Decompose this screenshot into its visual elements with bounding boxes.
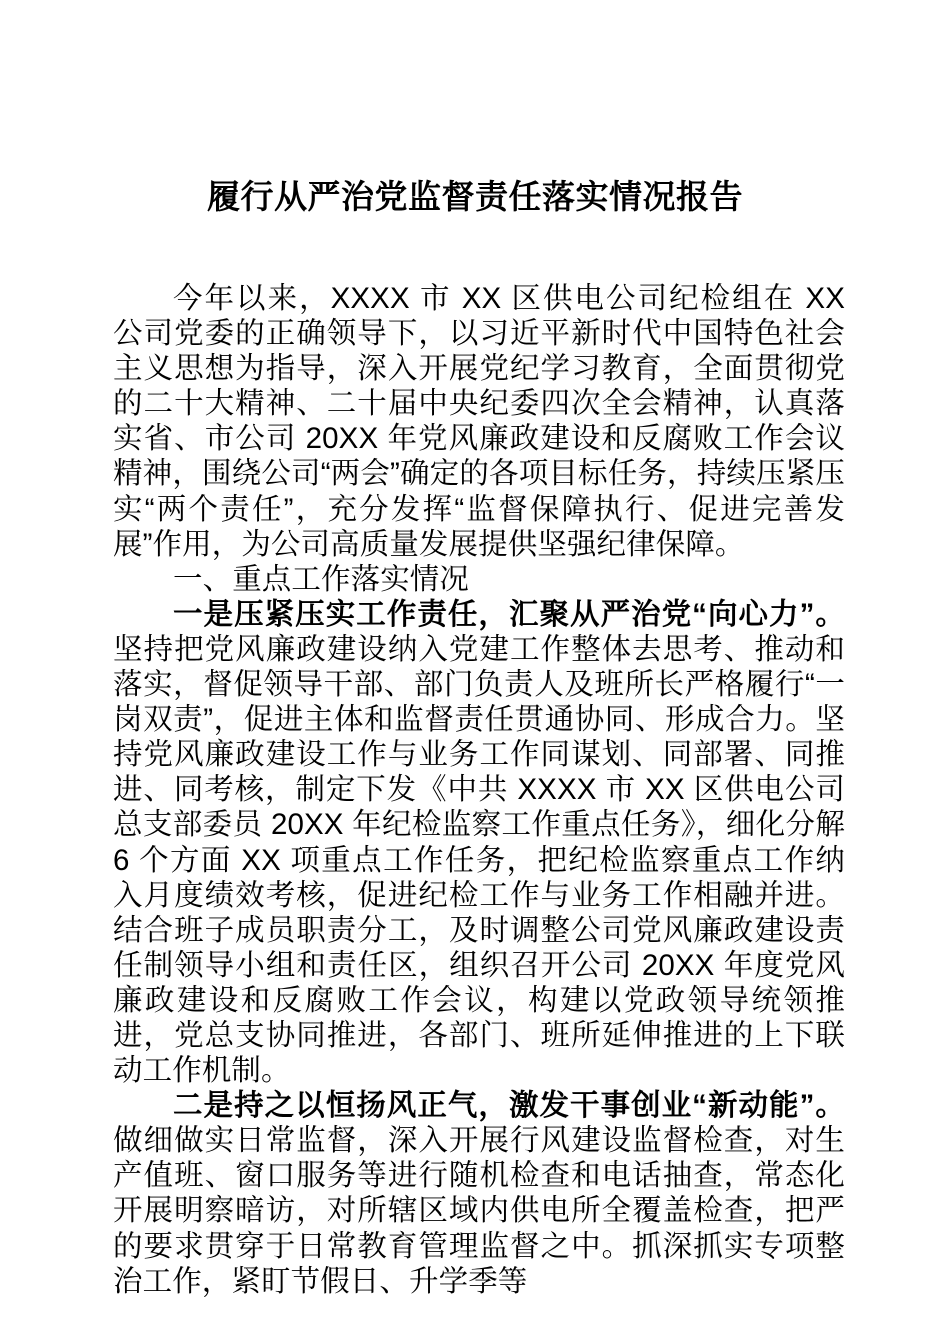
document-body bbox=[113, 281, 845, 1299]
sub-item-2-lead: 二是持之以恒扬风正气，激发干事创业“新动能”。 bbox=[173, 1089, 845, 1123]
paragraph-sub-item-1 bbox=[113, 597, 845, 1088]
sub-item-1-body: 坚持把党风廉政建设纳入党建工作整体去思考、推动和落实，督促领导干部、部门负责人及班所长严格履行“一岗双责”，促进主体和监督责任贯通协同、形成合力。坚持党风廉政建设工作与业务工作同谋划、同部署、同推进、同考核，制定下发《中共 XXXX 市 XX 区供电公司总支部委员 20XX 年纪检监察工作重点任务》，细化分解 6 个方面 XX 项重点工作任务，把纪检监察重点工作纳入月度绩效考核，促进纪检工作与业务工作相融并进。结合班子成员职责分工，及时调整公司党风廉政建设责任制领导小组和责任区，组织召开公司 20XX 年度党风廉政建设和反腐败工作会议，构建以党政领导统领推进，党总支协同推进，各部门、班所延伸推进的上下联动工作机制。 bbox=[113, 632, 845, 1088]
paragraph-intro: 今年以来，XXXX 市 XX 区供电公司纪检组在 XX 公司党委的正确领导下，以习近平新时代中国特色社会主义思想为指导，深入开展党纪学习教育，全面贯彻党的二十大精神、二十届中央纪委四次全会精神，认真落实省、市公司 20XX 年党风廉政建设和反腐败工作会议精神，围绕公司“两会”确定的各项目标任务，持续压紧压实“两个责任”，充分发挥“监督保障执行、促进完善发展”作用，为公司高质量发展提供坚强纪律保障。 bbox=[113, 282, 845, 561]
section-heading-1: 一、重点工作落实情况 bbox=[173, 562, 470, 596]
page-title: 履行从严治党监督责任落实情况报告 bbox=[207, 178, 743, 215]
sub-item-2-body: 做细做实日常监督，深入开展行风建设监督检查，对生产值班、窗口服务等进行随机检查和电话抽查，常态化开展明察暗访，对所辖区域内供电所全覆盖检查，把严的要求贯穿于日常教育管理监督之中。抓深抓实专项整治工作，紧盯节假日、升学季等 bbox=[113, 1124, 845, 1298]
sub-item-1-lead: 一是压紧压实工作责任，汇聚从严治党“向心力”。 bbox=[173, 597, 845, 631]
paragraph-sub-item-2 bbox=[113, 1088, 845, 1299]
